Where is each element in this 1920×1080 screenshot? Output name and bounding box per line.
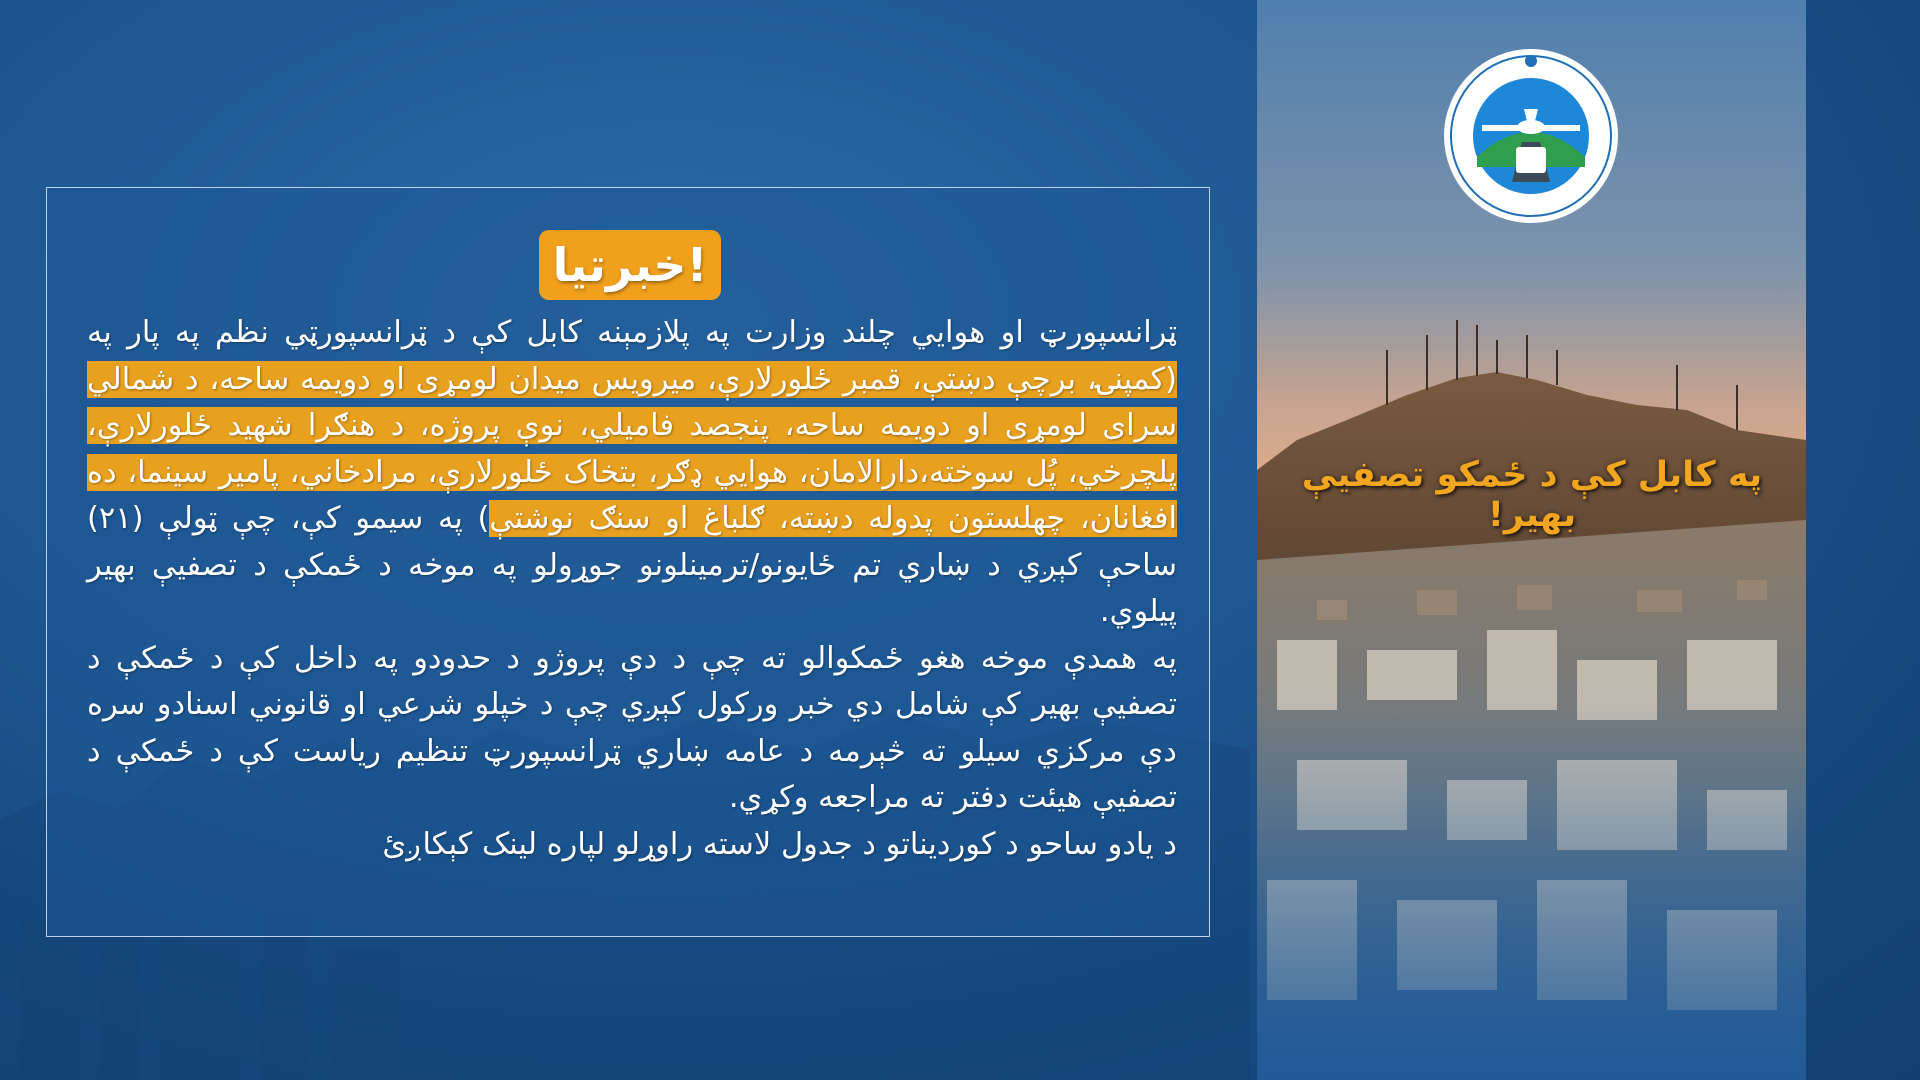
news-paragraph-1-highlight: (کمپنۍ، برچې دښتې، قمبر ځلورلارې، میرویس میدان لومړی او دویمه ساحه، د شمالي سرای لومړی او دویمه ساحه، پنجصد فامیلي، نوې پروژه، د هنګرا شهید ځلورلارې، پلچرخي، پُل سوخته،دارالامان، هوایي ډګر، بتخاک ځلورلارې، مرادخاني، پامیر سینما، ده افغانان، چهلستون پدوله دښته، ګلباغ او سنګ نوشتې bbox=[87, 361, 1178, 536]
news-paragraph-2: په همدې موخه هغو ځمکوالو ته چې د دې پروژو د حدودو په داخل کې د ځمکې د تصفیې بهیر کې شامل دي خبر ورکول کېږي چې د خپلو شرعي او قانوني اسنادو سره دې مرکزي سیلو ته څېرمه د عامه ښاري ټرانسپورټ تنظیم ریاست کې د ځمکې د تصفیې هیئت دفتر ته مراجعه وکړي. bbox=[87, 640, 1177, 815]
news-paragraph-3[interactable]: د یادو ساحو د کوردیناتو د جدول لاسته راوړلو لپاره لینک کېکاږئ bbox=[382, 826, 1177, 862]
news-body bbox=[87, 310, 1177, 868]
news-paragraph-1-start: ټرانسپورټ او هوایي چلند وزارت په پلازمېنه کابل کې د ټرانسپورټي نظم په پار په bbox=[87, 315, 1177, 350]
ministry-seal-icon bbox=[1442, 47, 1620, 225]
news-badge: خبرتیا! bbox=[539, 230, 721, 300]
headline: په کابل کې د ځمکو تصفیې بهیر! bbox=[1301, 455, 1763, 535]
news-paragraph-1 bbox=[87, 310, 1177, 636]
news-paragraph-1-end: ) په سیمو کې، چې ټولې (۲۱) ساحې کېږي د ښاري تم ځایونو/ترمینلونو جوړولو په موخه د ځمکې د تصفیې بهیر پیلوي. bbox=[87, 501, 1177, 629]
news-panel bbox=[46, 187, 1210, 937]
